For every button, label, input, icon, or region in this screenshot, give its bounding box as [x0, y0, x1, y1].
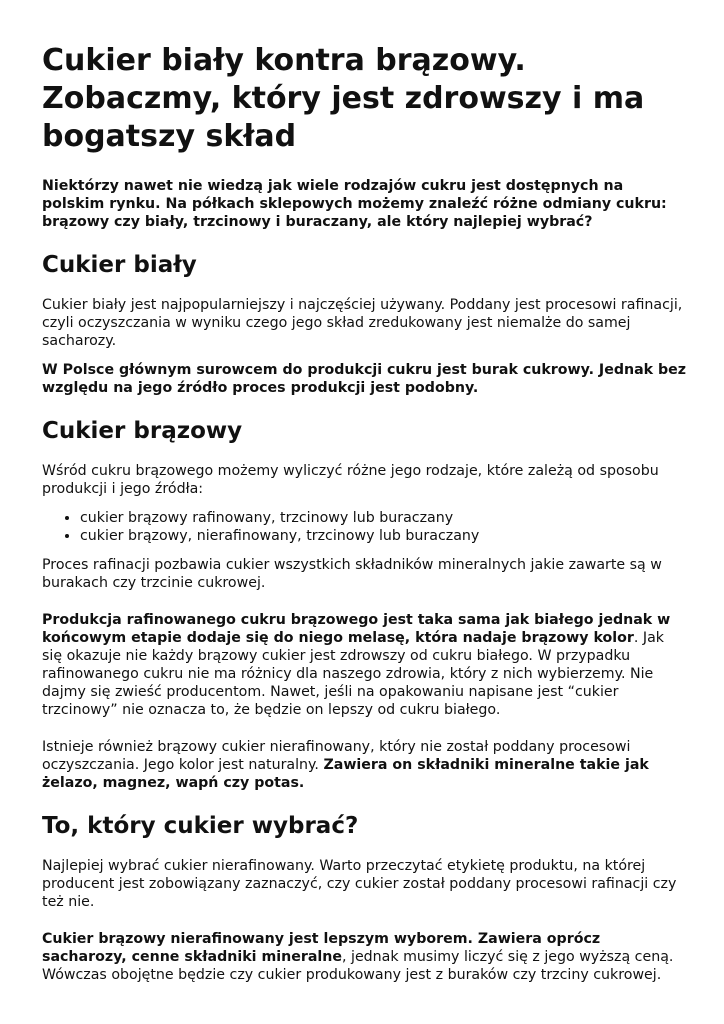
- unrefined-bold-text: Zawiera on składniki mineralne takie jak żelazo, magnez, wapń czy potas.: [42, 757, 649, 791]
- section-heading-white: Cukier biały: [42, 252, 197, 278]
- white-sugar-source-paragraph: W Polsce głównym surowcem do produkcji cukru jest burak cukrowy. Jednak bez względu na jego źródło proces produkcji jest podobny.: [42, 362, 687, 396]
- unrefined-normal-text: Istnieje również brązowy cukier nierafinowany, który nie został poddany procesowi oczyszczania. Jego kolor jest naturalny.: [42, 739, 631, 773]
- production-bold-text: Produkcja rafinowanego cukru brązowego jest taka sama jak białego jednak w końcowym etapie dodaje się do niego melasę, która nadaje brązowy kolor: [42, 612, 671, 646]
- brown-sugar-types-list: [42, 509, 688, 545]
- better-choice-bold-text: Cukier brązowy nierafinowany jest lepszym wyborem. Zawiera oprócz sacharozy, cenne składniki mineralne: [42, 931, 601, 965]
- better-choice-paragraph: [42, 930, 688, 984]
- section-brown-sugar: [42, 416, 688, 792]
- section-heading-brown: Cukier brązowy: [42, 418, 243, 444]
- choose-paragraph: Najlepiej wybrać cukier nierafinowany. Warto przeczytać etykietę produktu, na której producent jest zobowiązany zaznaczyć, czy cukier został poddany procesowi rafinacji czy też nie.: [42, 858, 677, 910]
- section-white-sugar: [42, 250, 688, 397]
- unrefined-paragraph: [42, 738, 688, 792]
- better-choice-rest-text: , jednak musimy liczyć się z jego wyższą ceną. Wówczas obojętne będzie czy cukier produkowany jest z buraków czy trzciny cukrowej.: [42, 949, 674, 983]
- section-which-to-choose: [42, 811, 688, 984]
- white-sugar-paragraph: Cukier biały jest najpopularniejszy i najczęściej używany. Poddany jest procesowi rafinacji, czyli oczyszczania w wyniku czego jego skład zredukowany jest niemalże do samej sacharozy.: [42, 297, 683, 349]
- production-rest-text: . Jak się okazuje nie każdy brązowy cukier jest zdrowszy od cukru białego. W przypadku rafinowanego cukru nie ma różnicy dla naszego zdrowia, który z nich wybierzemy. Nie dajmy się zwieść producentom. Nawet, jeśli na opakowaniu napisane jest “cukier trzcinowy” nie oznacza to, że będzie on lepszy od cukru białego.: [42, 630, 664, 718]
- article-lead: Niektórzy nawet nie wiedzą jak wiele rodzajów cukru jest dostępnych na polskim rynku. Na półkach sklepowych możemy znaleźć różne odmiany cukru: brązowy czy biały, trzcinowy i buraczany, ale który najlepiej wybrać?: [42, 178, 667, 230]
- list-item: • cukier brązowy, nierafinowany, trzcinowy lub buraczany: [80, 527, 688, 545]
- article-title: Cukier biały kontra brązowy. Zobaczmy, który jest zdrowszy i ma bogatszy skład: [42, 43, 645, 154]
- production-paragraph: [42, 611, 688, 719]
- section-heading-choose: To, który cukier wybrać?: [42, 813, 359, 839]
- refining-paragraph: Proces rafinacji pozbawia cukier wszystkich składników mineralnych jakie zawarte są w burakach czy trzcinie cukrowej.: [42, 557, 662, 591]
- list-item: • cukier brązowy rafinowany, trzcinowy lub buraczany: [80, 509, 688, 527]
- brown-sugar-intro: Wśród cukru brązowego możemy wyliczyć różne jego rodzaje, które zależą od sposobu produkcji i jego źródła:: [42, 463, 659, 497]
